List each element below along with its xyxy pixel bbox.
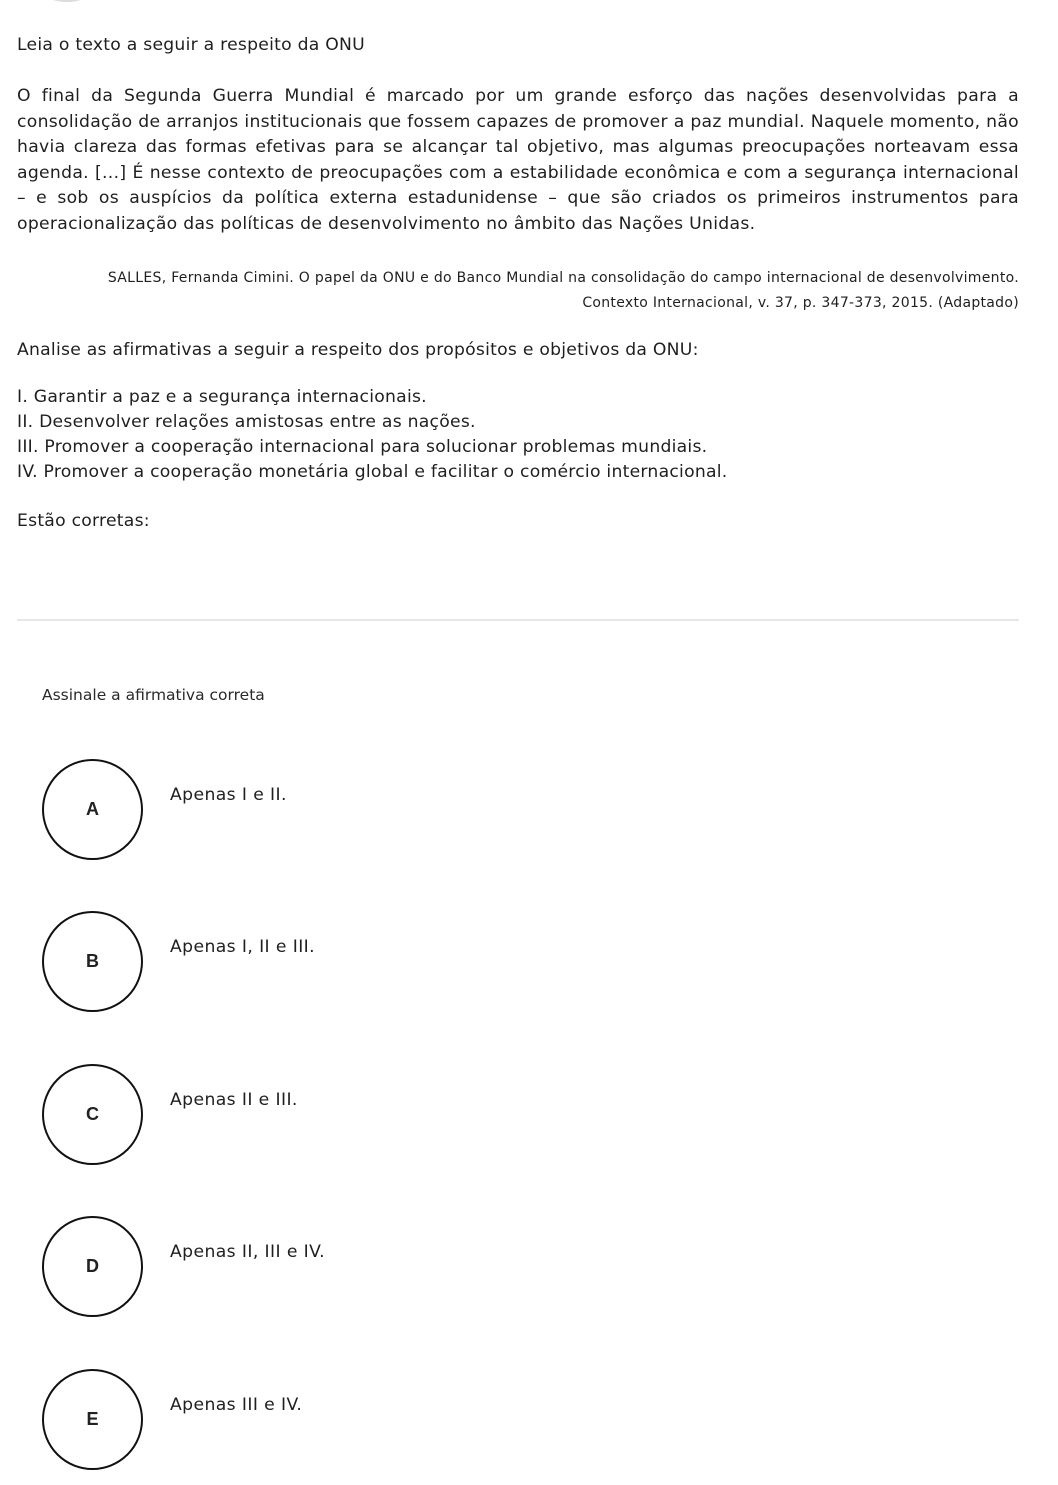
citation-line-2: Contexto Internacional, v. 37, p. 347-373, 2015. (Adaptado) [582, 294, 1019, 311]
option-a[interactable] [42, 759, 742, 861]
option-b[interactable] [42, 911, 742, 1013]
divider [17, 619, 1019, 621]
statement-list [17, 385, 1019, 485]
statement-item: I. Garantir a paz e a segurança internacionais. [17, 386, 427, 407]
option-d[interactable] [42, 1216, 742, 1318]
option-b-text[interactable]: Apenas I, II e III. [170, 937, 315, 957]
option-c-letter[interactable]: C [42, 1064, 143, 1165]
question-conclusion: Estão corretas: [17, 510, 150, 531]
question-prompt: Analise as afirmativas a seguir a respeito dos propósitos e objetivos da ONU: [17, 339, 699, 360]
statement-item: II. Desenvolver relações amistosas entre as nações. [17, 411, 476, 432]
option-e[interactable] [42, 1369, 742, 1471]
question-block [17, 32, 1019, 534]
option-e-letter[interactable]: E [42, 1369, 143, 1470]
option-d-text[interactable]: Apenas II, III e IV. [170, 1242, 325, 1262]
option-c[interactable] [42, 1064, 742, 1166]
question-intro: Leia o texto a seguir a respeito da ONU [17, 35, 365, 55]
question-passage: O final da Segunda Guerra Mundial é marcado por um grande esforço das nações desenvolvidas para a consolidação de arranjos institucionais que fossem capazes de promover a paz mundial. Naquele momento, não havia clareza das formas efetivas para se alcançar tal objetivo, mas algumas preocupações norteavam essa agenda. [...] É nesse contexto de preocupações com a estabilidade econômica e com a segurança internacional – e sob os auspícios da política externa estadunidense – que são criados os primeiros instrumentos para operacionalização das políticas de desenvolvimento no âmbito das Nações Unidas. [17, 86, 1019, 234]
option-e-text[interactable]: Apenas III e IV. [170, 1395, 303, 1415]
statement-item: IV. Promover a cooperação monetária global e facilitar o comércio internacional. [17, 461, 728, 482]
option-b-letter[interactable]: B [42, 911, 143, 1012]
option-a-text[interactable]: Apenas I e II. [170, 785, 287, 805]
option-d-letter[interactable]: D [42, 1216, 143, 1317]
statement-item: III. Promover a cooperação internacional para solucionar problemas mundiais. [17, 436, 708, 457]
option-a-letter[interactable]: A [42, 759, 143, 860]
answer-instruction: Assinale a afirmativa correta [42, 686, 265, 704]
previous-option-circle-fragment [34, 0, 100, 2]
source-citation [17, 266, 1019, 316]
option-c-text[interactable]: Apenas II e III. [170, 1090, 298, 1110]
citation-line-1: SALLES, Fernanda Cimini. O papel da ONU e do Banco Mundial na consolidação do campo internacional de desenvolvimento. [107, 269, 1019, 286]
